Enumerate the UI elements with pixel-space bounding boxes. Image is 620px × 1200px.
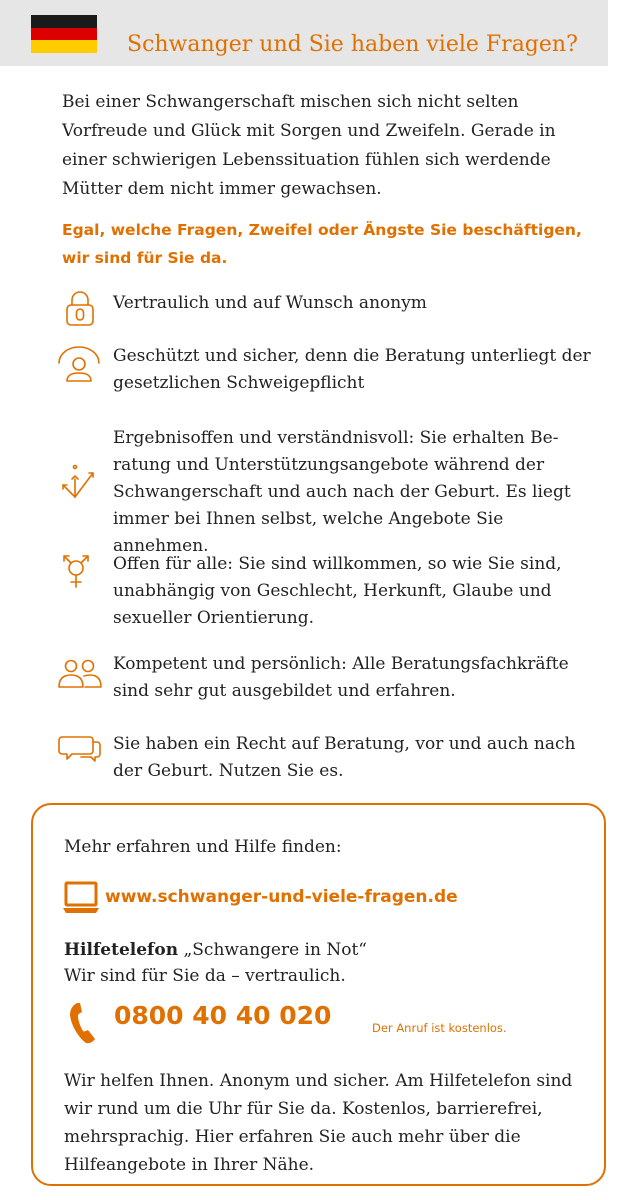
free-call-note: Der Anruf ist kostenlos.	[372, 1021, 507, 1035]
hotline-title: „Schwangere in Not“	[183, 940, 367, 960]
feature-text: Geschützt und sicher, denn die Beratung unterliegt der gesetzlichen Schweigepflicht	[113, 346, 591, 393]
person-protected-icon	[55, 345, 105, 385]
branching-arrows-icon	[55, 455, 105, 503]
phone-number[interactable]: 0800 40 40 020	[114, 1001, 332, 1030]
german-flag-icon	[31, 15, 97, 53]
lead-text: Egal, welche Fragen, Zweifel oder Ängste Sie beschäftigen, wir sind für Sie da.	[62, 221, 582, 267]
people-icon	[55, 653, 105, 693]
phone-icon	[69, 1002, 99, 1044]
gender-icon	[55, 551, 105, 595]
feature-text: Vertraulich und auf Wunsch anonym	[113, 293, 427, 313]
feature-text: Kompetent und persönlich: Alle Beratungsfachkräfte sind sehr gut ausgebildet und erfahren.	[113, 654, 569, 701]
hotline-name: Hilfetelefon	[64, 940, 179, 960]
page-title: Schwanger und Sie haben viele Fragen?	[127, 32, 578, 57]
hotline-subtitle: Wir sind für Sie da – vertraulich.	[64, 966, 346, 986]
hotline-info	[64, 937, 367, 989]
website-link[interactable]: www.schwanger-und-viele-fragen.de	[105, 887, 458, 907]
lock-icon	[55, 288, 105, 328]
contact-box	[31, 803, 606, 1186]
feature-text: Sie haben ein Recht auf Beratung, vor und auch nach der Geburt. Nutzen Sie es.	[113, 734, 576, 781]
speech-bubbles-icon	[55, 731, 105, 771]
more-info-label: Mehr erfahren und Hilfe finden:	[64, 837, 342, 857]
header-bar	[0, 0, 608, 66]
laptop-icon	[63, 881, 99, 915]
help-paragraph: Wir helfen Ihnen. Anonym und sicher. Am Hilfetelefon sind wir rund um die Uhr für Sie da. Kostenlos, barrierefrei, mehrsprachig. Hier erfahren Sie auch mehr über die Hilfeangebote in Ihrer Nähe.	[64, 1071, 573, 1175]
intro-paragraph: Bei einer Schwangerschaft mischen sich nicht selten Vorfreude und Glück mit Sorgen und Zweifeln. Gerade in einer schwierigen Lebenssituation fühlen sich werdende Mütter dem nicht immer gewachsen.	[62, 92, 556, 199]
feature-text: Offen für alle: Sie sind willkommen, so wie Sie sind, unabhängig von Geschlecht, Herkunft, Glaube und sexueller Orientierung.	[113, 554, 562, 628]
feature-text: Ergebnisoffen und verständnisvoll: Sie erhalten Beratung und Unterstützungsangebote während der Schwangerschaft und auch nach der Geburt. Es liegt immer bei Ihnen selbst, welche Angebote Sie annehmen.	[113, 428, 571, 556]
